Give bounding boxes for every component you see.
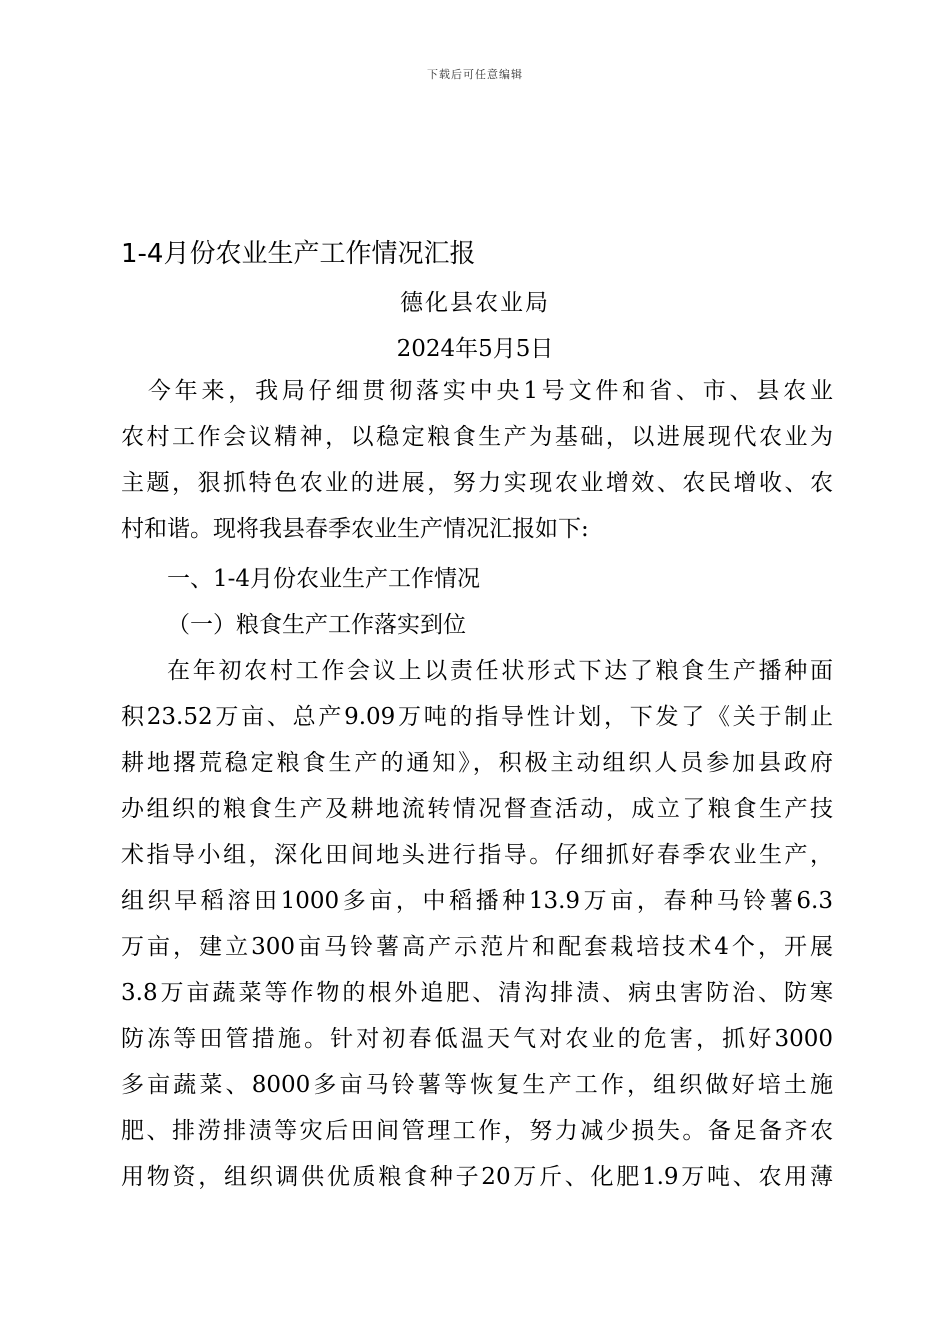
paragraph-line: 办组织的粮食生产及耕地流转情况督查活动，成立了粮食生产技 xyxy=(121,796,833,822)
paragraph-line: 耕地撂荒稳定粮食生产的通知》，积极主动组织人员参加县政府 xyxy=(121,750,833,776)
organization-name: 德化县农业局 xyxy=(400,290,550,316)
paragraph-line: 防冻等田管措施。针对初春低温天气对农业的危害，抓好3000 xyxy=(121,1026,833,1052)
paragraph-line: 万亩，建立300亩马铃薯高产示范片和配套栽培技术4个，开展 xyxy=(121,934,833,960)
paragraph-line: 村和谐。现将我县春季农业生产情况汇报如下: xyxy=(121,516,589,542)
paragraph-line: 组织早稻溶田1000多亩，中稻播种13.9万亩，春种马铃薯6.3 xyxy=(121,888,833,914)
subsection-heading-text: （一）粮食生产工作落实到位 xyxy=(167,612,466,638)
paragraph-line: 用物资，组织调供优质粮食种子20万斤、化肥1.9万吨、农用薄 xyxy=(121,1164,833,1190)
paragraph-line: 主题，狠抓特色农业的进展，努力实现农业增效、农民增收、农 xyxy=(121,470,833,496)
grain-production-paragraph xyxy=(121,648,833,1200)
paragraph-line: 肥、排涝排渍等灾后田间管理工作，努力减少损失。备足备齐农 xyxy=(121,1118,833,1144)
section-heading xyxy=(121,556,833,602)
paragraph-line: 今年来，我局仔细贯彻落实中央1号文件和省、市、县农业 xyxy=(121,378,833,404)
intro-paragraph xyxy=(121,368,833,552)
paragraph-line: 农村工作会议精神，以稳定粮食生产为基础，以进展现代农业为 xyxy=(121,424,833,450)
section-heading-text: 一、1-4月份农业生产工作情况 xyxy=(167,566,481,592)
paragraph-line: 术指导小组，深化田间地头进行指导。仔细抓好春季农业生产， xyxy=(121,842,833,868)
header-note: 下载后可任意编辑 xyxy=(427,68,523,81)
subsection-heading xyxy=(121,602,833,648)
document-date: 2024年5月5日 xyxy=(396,336,554,362)
paragraph-line: 多亩蔬菜、8000多亩马铃薯等恢复生产工作，组织做好培土施 xyxy=(121,1072,833,1098)
paragraph-line: 3.8万亩蔬菜等作物的根外追肥、清沟排渍、病虫害防治、防寒 xyxy=(121,980,833,1006)
document-title: 1-4月份农业生产工作情况汇报 xyxy=(121,239,476,269)
paragraph-line: 在年初农村工作会议上以责任状形式下达了粮食生产播种面 xyxy=(167,658,833,684)
paragraph-line: 积23.52万亩、总产9.09万吨的指导性计划，下发了《关于制止 xyxy=(121,704,833,730)
